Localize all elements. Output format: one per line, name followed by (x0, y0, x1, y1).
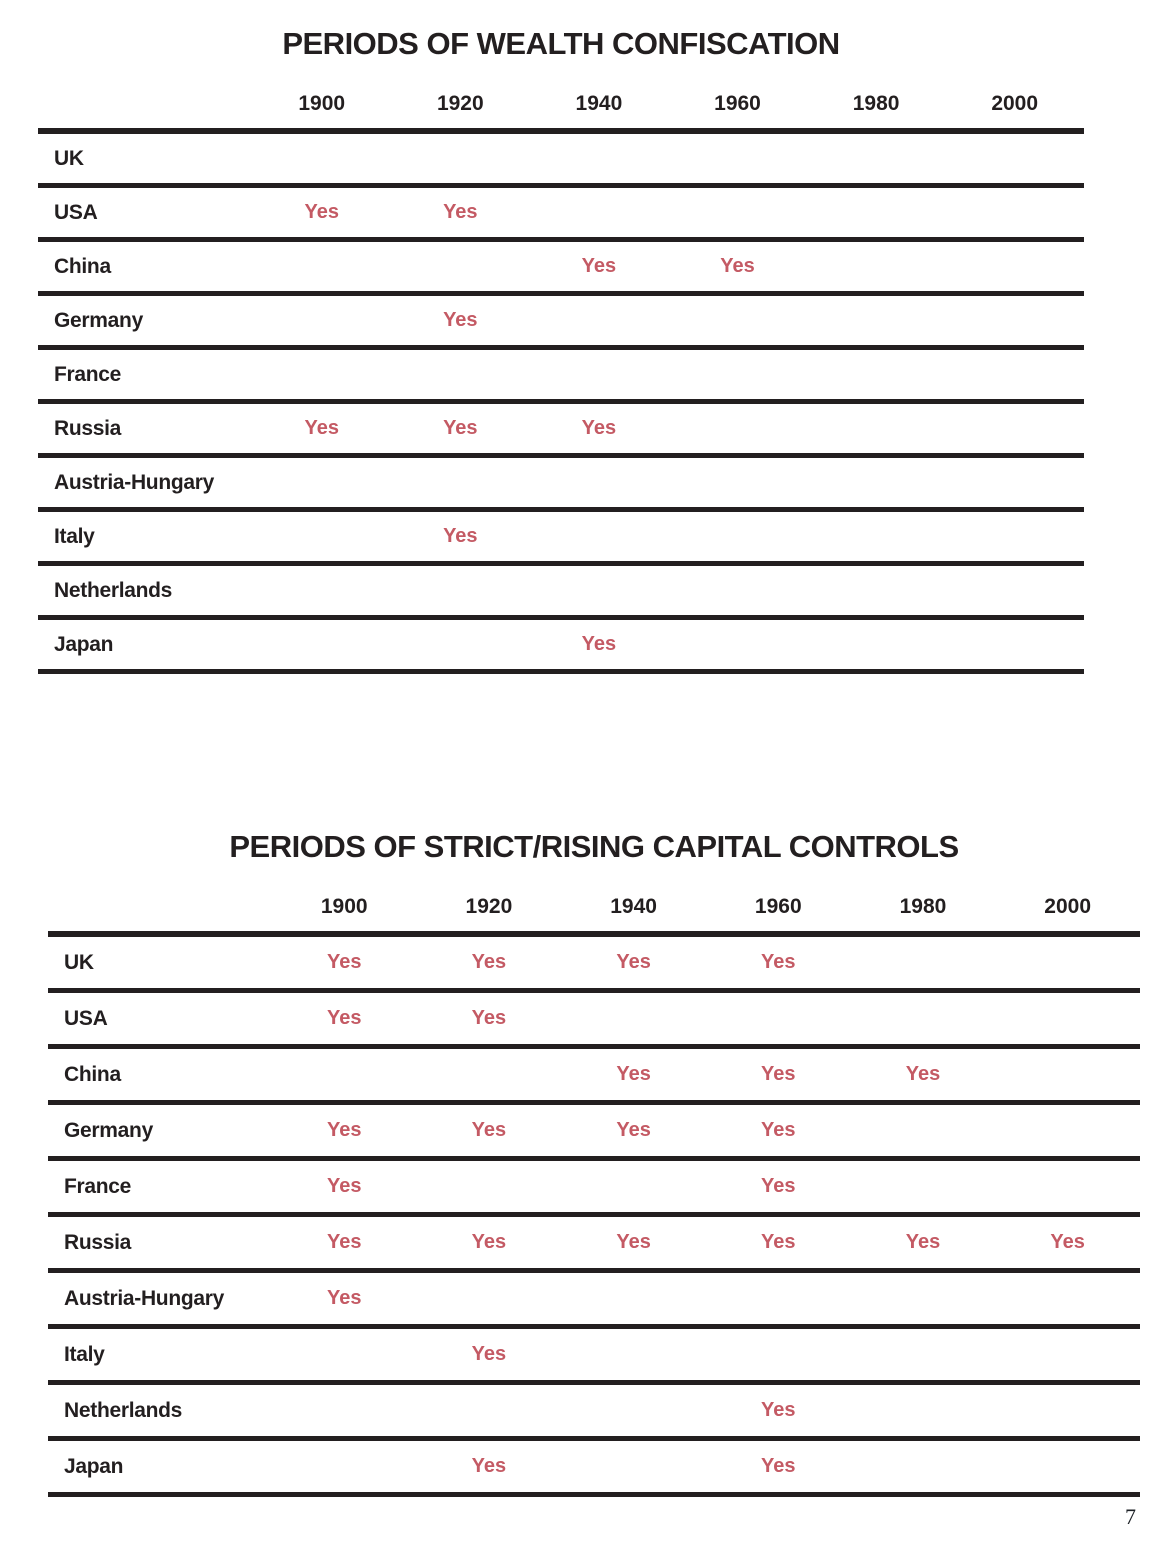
empty-cell (391, 618, 530, 672)
empty-cell (995, 1327, 1140, 1383)
empty-cell (272, 1047, 417, 1103)
empty-cell (851, 1159, 996, 1215)
empty-cell (668, 131, 807, 186)
empty-cell (945, 294, 1084, 348)
yes-cell: Yes (252, 402, 391, 456)
country-label: France (48, 1159, 272, 1215)
empty-cell (945, 131, 1084, 186)
empty-cell (252, 294, 391, 348)
table-row (38, 240, 1084, 294)
empty-cell (995, 1047, 1140, 1103)
empty-cell (945, 456, 1084, 510)
table-row (48, 934, 1140, 991)
empty-cell (252, 240, 391, 294)
year-header: 1980 (851, 881, 996, 934)
empty-cell (668, 186, 807, 240)
yes-cell: Yes (417, 1327, 562, 1383)
country-label: Italy (48, 1327, 272, 1383)
empty-cell (807, 456, 946, 510)
empty-cell (945, 240, 1084, 294)
country-label: USA (48, 991, 272, 1047)
empty-cell (995, 934, 1140, 991)
country-label: Germany (48, 1103, 272, 1159)
yes-cell: Yes (706, 1383, 851, 1439)
yes-cell: Yes (668, 240, 807, 294)
country-label: Italy (38, 510, 252, 564)
table-row (48, 991, 1140, 1047)
empty-cell (391, 564, 530, 618)
yes-cell: Yes (272, 1271, 417, 1327)
empty-cell (668, 456, 807, 510)
wealth-confiscation-section (38, 26, 1084, 674)
empty-cell (417, 1383, 562, 1439)
empty-cell (851, 991, 996, 1047)
empty-cell (561, 991, 706, 1047)
table-row (38, 294, 1084, 348)
year-header-row (38, 78, 1084, 131)
empty-cell (807, 186, 946, 240)
empty-cell (668, 618, 807, 672)
yes-cell: Yes (417, 1103, 562, 1159)
yes-cell: Yes (530, 240, 669, 294)
empty-cell (561, 1383, 706, 1439)
empty-cell (530, 564, 669, 618)
yes-cell: Yes (561, 1215, 706, 1271)
yes-cell: Yes (706, 1103, 851, 1159)
wealth-confiscation-title: PERIODS OF WEALTH CONFISCATION (282, 26, 840, 61)
empty-cell (668, 510, 807, 564)
year-header: 2000 (945, 78, 1084, 131)
country-label: Netherlands (38, 564, 252, 618)
empty-cell (252, 510, 391, 564)
table-row (48, 1327, 1140, 1383)
empty-cell (530, 294, 669, 348)
country-label: China (38, 240, 252, 294)
yes-cell: Yes (417, 934, 562, 991)
empty-cell (561, 1271, 706, 1327)
country-header-spacer (38, 78, 252, 131)
year-header: 1920 (391, 78, 530, 131)
empty-cell (272, 1327, 417, 1383)
yes-cell: Yes (851, 1047, 996, 1103)
yes-cell: Yes (530, 618, 669, 672)
empty-cell (945, 186, 1084, 240)
empty-cell (851, 1103, 996, 1159)
empty-cell (807, 402, 946, 456)
empty-cell (417, 1047, 562, 1103)
capital-controls-section (48, 829, 1140, 1497)
table-row (48, 1383, 1140, 1439)
table-row (38, 348, 1084, 402)
country-header-spacer (48, 881, 272, 934)
year-header: 1900 (252, 78, 391, 131)
empty-cell (668, 564, 807, 618)
empty-cell (945, 348, 1084, 402)
empty-cell (995, 1383, 1140, 1439)
year-header: 1980 (807, 78, 946, 131)
year-header: 1940 (561, 881, 706, 934)
table-row (38, 564, 1084, 618)
year-header: 1900 (272, 881, 417, 934)
country-label: Japan (48, 1439, 272, 1495)
country-label: France (38, 348, 252, 402)
yes-cell: Yes (272, 1103, 417, 1159)
empty-cell (851, 1271, 996, 1327)
capital-controls-table (48, 881, 1140, 1497)
empty-cell (945, 618, 1084, 672)
yes-cell: Yes (272, 991, 417, 1047)
empty-cell (561, 1327, 706, 1383)
yes-cell: Yes (561, 1103, 706, 1159)
empty-cell (851, 1439, 996, 1495)
empty-cell (417, 1159, 562, 1215)
empty-cell (272, 1439, 417, 1495)
yes-cell: Yes (706, 934, 851, 991)
year-header: 1940 (530, 78, 669, 131)
empty-cell (668, 402, 807, 456)
yes-cell: Yes (706, 1439, 851, 1495)
year-header: 1960 (668, 78, 807, 131)
table-row (38, 402, 1084, 456)
empty-cell (945, 564, 1084, 618)
year-header-row (48, 881, 1140, 934)
table-row (38, 618, 1084, 672)
empty-cell (252, 564, 391, 618)
yes-cell: Yes (391, 294, 530, 348)
empty-cell (391, 131, 530, 186)
year-header: 1960 (706, 881, 851, 934)
country-label: Russia (48, 1215, 272, 1271)
empty-cell (561, 1439, 706, 1495)
empty-cell (252, 618, 391, 672)
yes-cell: Yes (706, 1159, 851, 1215)
year-header: 2000 (995, 881, 1140, 934)
empty-cell (807, 618, 946, 672)
yes-cell: Yes (561, 934, 706, 991)
empty-cell (561, 1159, 706, 1215)
empty-cell (252, 348, 391, 402)
empty-cell (668, 348, 807, 402)
country-label: USA (38, 186, 252, 240)
table-row (38, 131, 1084, 186)
country-label: UK (48, 934, 272, 991)
empty-cell (530, 348, 669, 402)
empty-cell (252, 456, 391, 510)
yes-cell: Yes (272, 1215, 417, 1271)
yes-cell: Yes (995, 1215, 1140, 1271)
empty-cell (807, 348, 946, 402)
empty-cell (851, 1383, 996, 1439)
empty-cell (706, 1327, 851, 1383)
yes-cell: Yes (391, 510, 530, 564)
empty-cell (530, 456, 669, 510)
empty-cell (668, 294, 807, 348)
empty-cell (995, 1103, 1140, 1159)
yes-cell: Yes (272, 1159, 417, 1215)
yes-cell: Yes (561, 1047, 706, 1103)
yes-cell: Yes (417, 1439, 562, 1495)
empty-cell (417, 1271, 562, 1327)
country-label: China (48, 1047, 272, 1103)
empty-cell (391, 240, 530, 294)
empty-cell (945, 402, 1084, 456)
yes-cell: Yes (272, 934, 417, 991)
table-row (48, 1271, 1140, 1327)
table-row (38, 186, 1084, 240)
table-row (48, 1047, 1140, 1103)
yes-cell: Yes (391, 186, 530, 240)
table-row (48, 1159, 1140, 1215)
empty-cell (945, 510, 1084, 564)
country-label: Japan (38, 618, 252, 672)
capital-controls-title: PERIODS OF STRICT/RISING CAPITAL CONTROLS (229, 829, 959, 864)
empty-cell (995, 1271, 1140, 1327)
yes-cell: Yes (706, 1047, 851, 1103)
country-label: Germany (38, 294, 252, 348)
empty-cell (807, 564, 946, 618)
empty-cell (995, 1159, 1140, 1215)
empty-cell (272, 1383, 417, 1439)
yes-cell: Yes (417, 991, 562, 1047)
country-label: Netherlands (48, 1383, 272, 1439)
empty-cell (807, 240, 946, 294)
wealth-confiscation-table (38, 78, 1084, 674)
yes-cell: Yes (417, 1215, 562, 1271)
empty-cell (706, 991, 851, 1047)
yes-cell: Yes (706, 1215, 851, 1271)
empty-cell (995, 1439, 1140, 1495)
empty-cell (530, 510, 669, 564)
table-row (48, 1215, 1140, 1271)
empty-cell (807, 510, 946, 564)
year-header: 1920 (417, 881, 562, 934)
empty-cell (391, 456, 530, 510)
yes-cell: Yes (252, 186, 391, 240)
empty-cell (530, 186, 669, 240)
empty-cell (851, 1327, 996, 1383)
country-label: Russia (38, 402, 252, 456)
empty-cell (252, 131, 391, 186)
table-row (48, 1103, 1140, 1159)
country-label: UK (38, 131, 252, 186)
table-row (48, 1439, 1140, 1495)
empty-cell (995, 991, 1140, 1047)
page-number: 7 (1125, 1504, 1136, 1529)
empty-cell (807, 294, 946, 348)
empty-cell (851, 934, 996, 991)
yes-cell: Yes (391, 402, 530, 456)
yes-cell: Yes (530, 402, 669, 456)
yes-cell: Yes (851, 1215, 996, 1271)
empty-cell (706, 1271, 851, 1327)
empty-cell (391, 348, 530, 402)
country-label: Austria-Hungary (38, 456, 252, 510)
table-row (38, 456, 1084, 510)
country-label: Austria-Hungary (48, 1271, 272, 1327)
table-row (38, 510, 1084, 564)
empty-cell (530, 131, 669, 186)
empty-cell (807, 131, 946, 186)
